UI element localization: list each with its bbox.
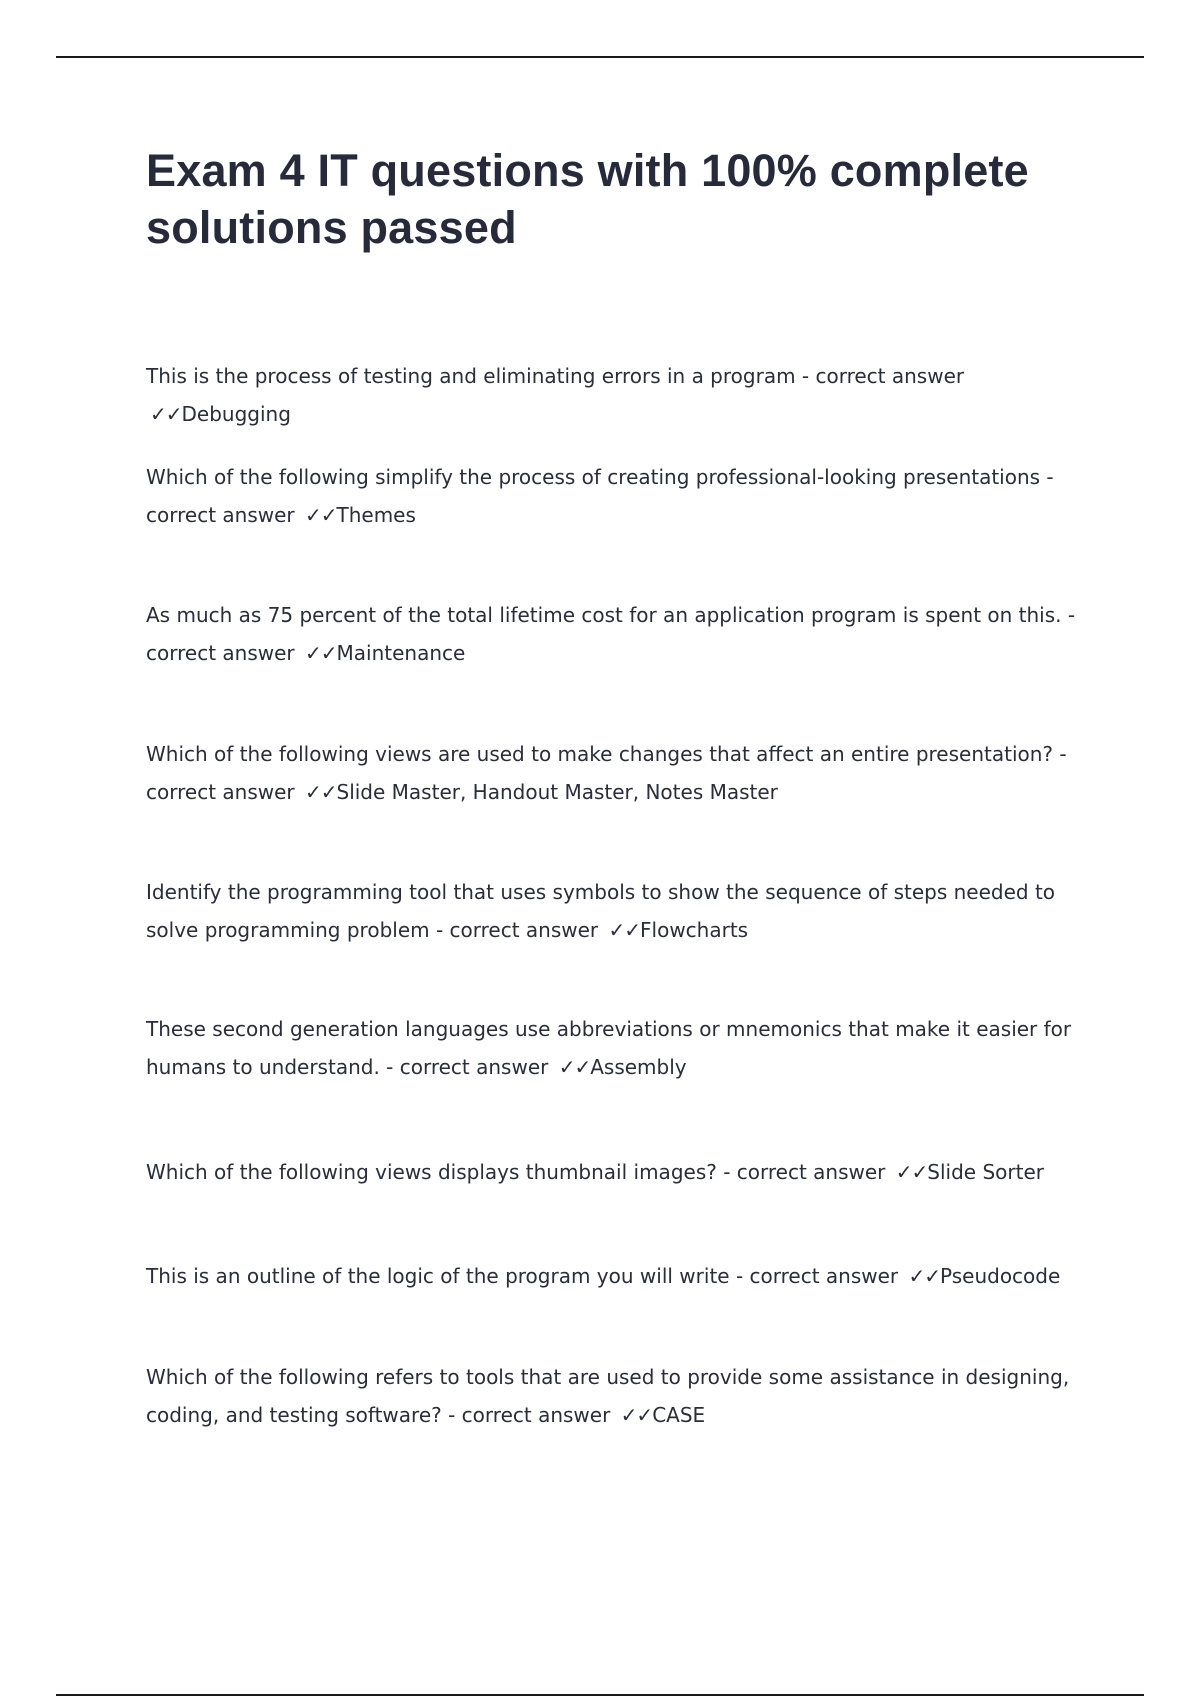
check-icon: ✓✓ bbox=[558, 1055, 591, 1079]
question-text: Identify the programming tool that uses symbols to show the sequence of steps needed to solve programming problem - correct answer bbox=[146, 880, 1056, 942]
top-rule bbox=[56, 56, 1144, 58]
answer-text: Pseudocode bbox=[940, 1264, 1061, 1288]
qa-item bbox=[146, 357, 1106, 433]
check-icon: ✓✓ bbox=[608, 918, 641, 942]
answer-text: Flowcharts bbox=[640, 918, 749, 942]
question-text: Which of the following views displays thumbnail images? - correct answer bbox=[146, 1160, 892, 1184]
qa-item bbox=[146, 873, 1106, 949]
question-text: These second generation languages use abbreviations or mnemonics that make it easier for humans to understand. - correct answer bbox=[146, 1017, 1072, 1079]
question-text: This is an outline of the logic of the program you will write - correct answer bbox=[146, 1264, 905, 1288]
answer-text: Maintenance bbox=[336, 641, 466, 665]
question-text: Which of the following refers to tools that are used to provide some assistance in designing, coding, and testing software? - correct answer bbox=[146, 1365, 1070, 1427]
qa-item bbox=[146, 1257, 1106, 1295]
check-icon: ✓✓ bbox=[620, 1403, 653, 1427]
qa-item bbox=[146, 735, 1106, 811]
qa-item bbox=[146, 1010, 1106, 1086]
question-text: This is the process of testing and eliminating errors in a program - correct answer bbox=[146, 364, 965, 388]
check-icon: ✓✓ bbox=[304, 503, 337, 527]
check-icon: ✓✓ bbox=[908, 1264, 941, 1288]
check-icon: ✓✓ bbox=[304, 641, 337, 665]
bottom-rule bbox=[56, 1694, 1144, 1696]
document-title: Exam 4 IT questions with 100% complete solutions passed bbox=[146, 145, 1029, 253]
qa-item bbox=[146, 596, 1106, 672]
answer-text: Assembly bbox=[590, 1055, 687, 1079]
answer-text: Themes bbox=[336, 503, 416, 527]
question-text: As much as 75 percent of the total lifetime cost for an application program is spent on this. - correct answer bbox=[146, 603, 1076, 665]
qa-item bbox=[146, 458, 1106, 534]
question-text: Which of the following simplify the process of creating professional-looking presentations - correct answer bbox=[146, 465, 1054, 527]
qa-item bbox=[146, 1358, 1106, 1434]
answer-text: Debugging bbox=[181, 402, 291, 426]
question-text: Which of the following views are used to make changes that affect an entire presentation? - correct answer bbox=[146, 742, 1067, 804]
answer-text: CASE bbox=[652, 1403, 706, 1427]
check-icon: ✓✓ bbox=[150, 402, 182, 426]
qa-item bbox=[146, 1153, 1106, 1191]
check-icon: ✓✓ bbox=[895, 1160, 928, 1184]
answer-text: Slide Master, Handout Master, Notes Master bbox=[336, 780, 778, 804]
check-icon: ✓✓ bbox=[304, 780, 337, 804]
answer-text: Slide Sorter bbox=[927, 1160, 1044, 1184]
